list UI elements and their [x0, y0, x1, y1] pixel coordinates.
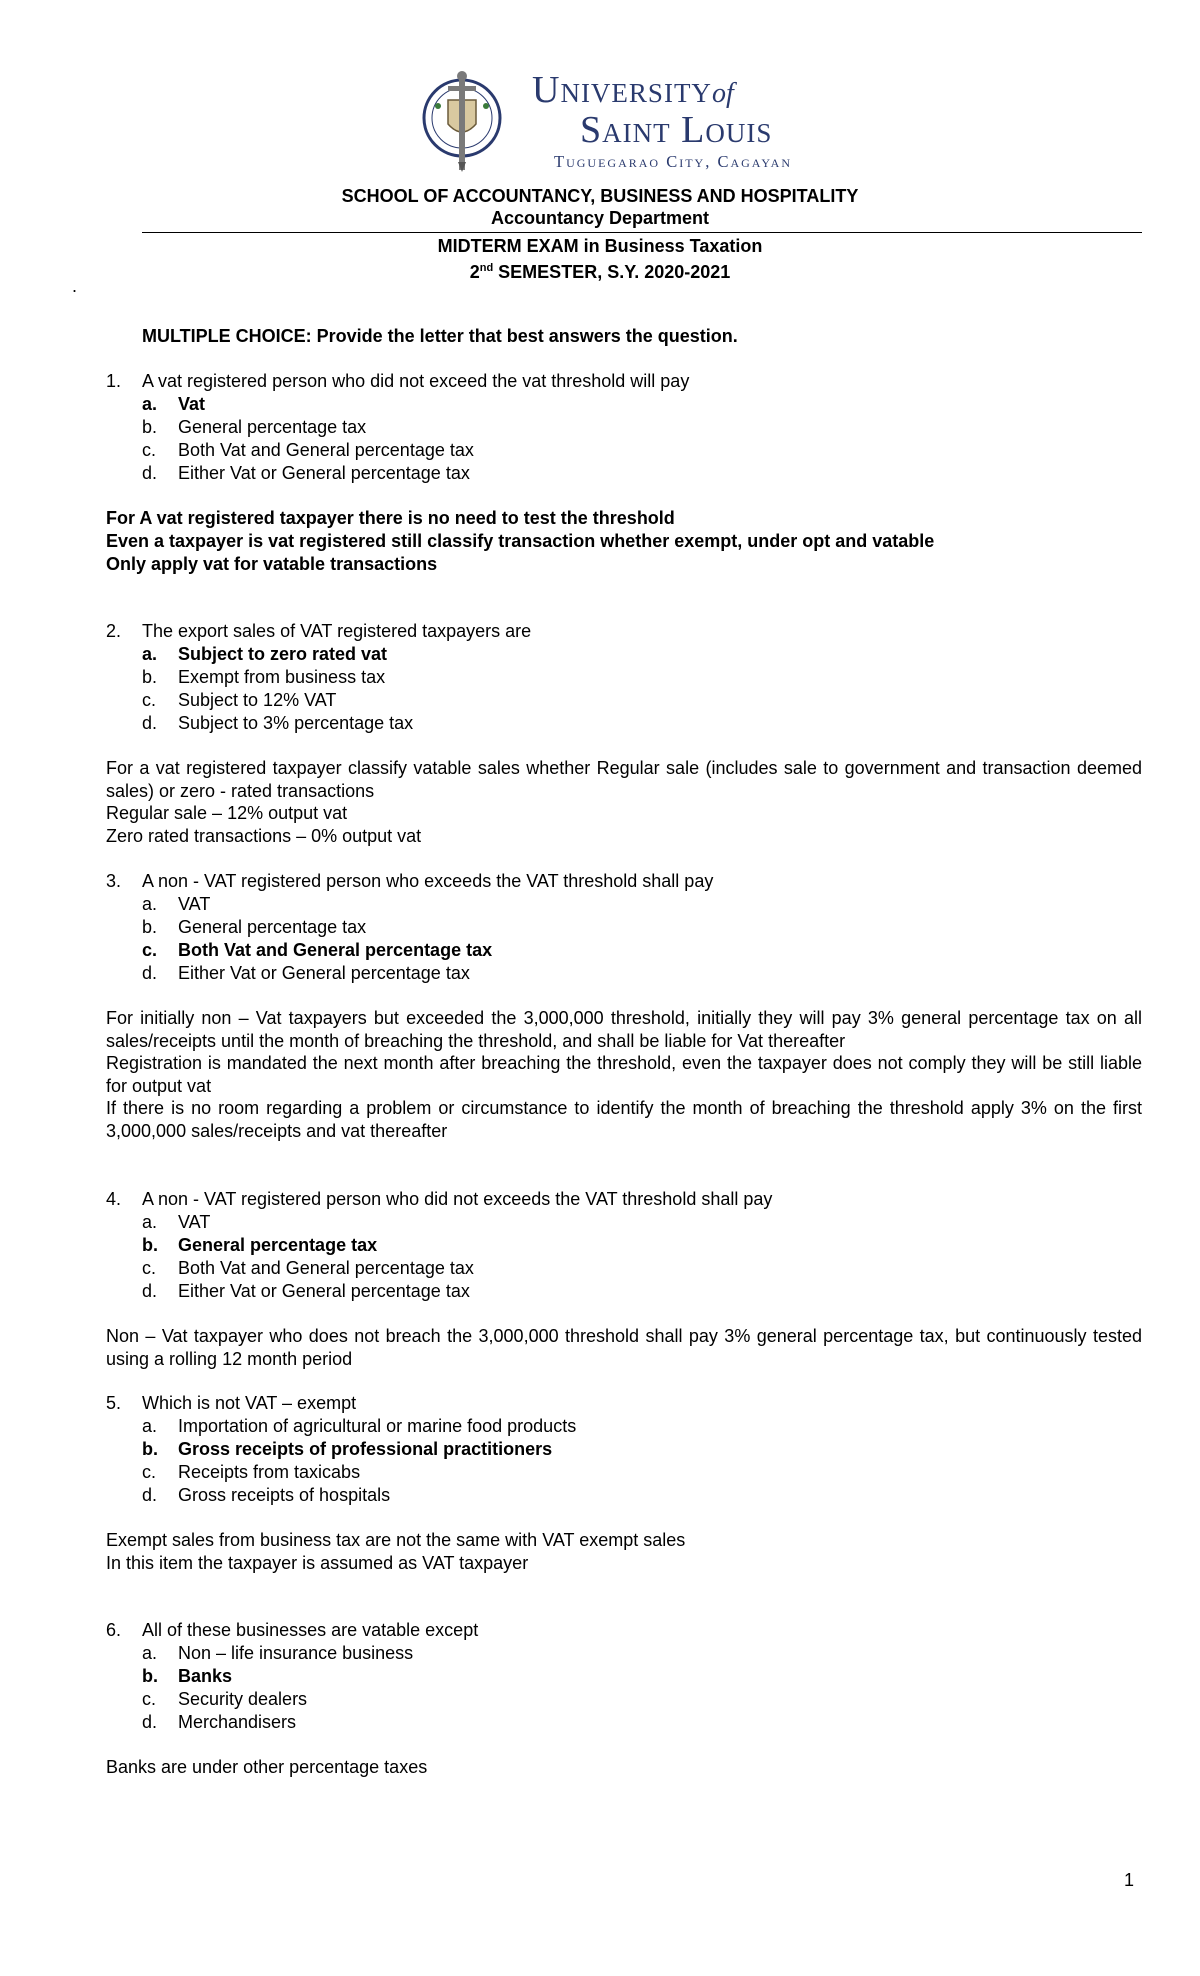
question-4-number: 4. — [106, 1189, 122, 1209]
q1-explanation-3: Only apply vat for vatable transactions — [106, 554, 438, 574]
q4-choice-d-text: Either Vat or General percentage tax — [178, 1281, 470, 1301]
q4-choice-b-letter: b. — [142, 1235, 158, 1255]
q4-choice-c-letter: c. — [142, 1258, 157, 1278]
q2-choice-b-text: Exempt from business tax — [178, 667, 386, 687]
department-name: Accountancy Department — [490, 208, 710, 228]
q3-choice-a-text: VAT — [178, 894, 211, 914]
q3-choice-c-letter: c. — [142, 940, 158, 960]
q3-choice-b-letter: b. — [142, 917, 158, 937]
university-seal-icon — [420, 66, 530, 176]
q1-choice-b-text: General percentage tax — [178, 417, 367, 437]
q1-choice-c-letter: c. — [142, 440, 157, 460]
q6-choice-c-text: Security dealers — [178, 1689, 308, 1709]
q3-choice-d-text: Either Vat or General percentage tax — [178, 963, 470, 983]
logo-line-city: Tuguegarao City, Cagayan — [554, 152, 793, 171]
q1-choice-b-letter: b. — [142, 417, 158, 437]
q5-choice-b-text: Gross receipts of professional practitioners — [178, 1439, 553, 1459]
q2-explanation-1: For a vat registered taxpayer classify vatable sales whether Regular sale (includes sale to government and transaction deemed sales) or zero - rated transactions — [106, 758, 1142, 801]
semester-line: 2nd SEMESTER, S.Y. 2020-2021 — [469, 262, 731, 282]
q3-choice-b-text: General percentage tax — [178, 917, 367, 937]
q4-choice-a-letter: a. — [142, 1212, 158, 1232]
q5-choice-a-letter: a. — [142, 1416, 158, 1436]
q5-choice-d-text: Gross receipts of hospitals — [178, 1485, 391, 1505]
school-name: SCHOOL OF ACCOUNTANCY, BUSINESS AND HOSPITALITY — [341, 186, 859, 206]
q1-explanation-1: For A vat registered taxpayer there is no need to test the threshold — [106, 508, 675, 528]
q6-choice-b-letter: b. — [142, 1666, 158, 1686]
q2-explanation-2: Regular sale – 12% output vat — [106, 803, 348, 823]
q1-choice-a-text: Vat — [178, 394, 206, 414]
q6-choice-c-letter: c. — [142, 1689, 157, 1709]
question-5-number: 5. — [106, 1393, 122, 1413]
instructions: MULTIPLE CHOICE: Provide the letter that best answers the question. — [142, 326, 738, 346]
q2-choice-c-text: Subject to 12% VAT — [178, 690, 337, 710]
q4-choice-a-text: VAT — [178, 1212, 211, 1232]
stray-dot: . — [72, 276, 78, 296]
q6-choice-d-text: Merchandisers — [178, 1712, 297, 1732]
q4-explanation-1: Non – Vat taxpayer who does not breach the 3,000,000 threshold shall pay 3% general percentage tax, but continuously tested using a rolling 12 month period — [106, 1326, 1142, 1369]
q2-choice-c-letter: c. — [142, 690, 157, 710]
q6-choice-a-letter: a. — [142, 1643, 158, 1663]
logo-line-university: Universityof — [532, 69, 734, 111]
question-3-text: A non - VAT registered person who exceeds the VAT threshold shall pay — [142, 871, 714, 891]
q4-choice-d-letter: d. — [142, 1281, 158, 1301]
q2-choice-a-text: Subject to zero rated vat — [178, 644, 388, 664]
q3-choice-c-text: Both Vat and General percentage tax — [178, 940, 493, 960]
question-5-text: Which is not VAT – exempt — [142, 1393, 357, 1413]
university-logo — [420, 66, 793, 176]
question-2-number: 2. — [106, 621, 122, 641]
q5-choice-c-letter: c. — [142, 1462, 157, 1482]
q1-choice-d-letter: d. — [142, 463, 158, 483]
header-divider — [142, 232, 1142, 233]
q1-explanation-2: Even a taxpayer is vat registered still classify transaction whether exempt, under opt and vatable — [106, 531, 935, 551]
q2-explanation-3: Zero rated transactions – 0% output vat — [106, 826, 422, 846]
q6-explanation-1: Banks are under other percentage taxes — [106, 1757, 428, 1777]
q2-choice-d-text: Subject to 3% percentage tax — [178, 713, 414, 733]
question-1-text: A vat registered person who did not exceed the vat threshold will pay — [142, 371, 690, 391]
q1-choice-c-text: Both Vat and General percentage tax — [178, 440, 474, 460]
question-6-text: All of these businesses are vatable except — [142, 1620, 479, 1640]
exam-title: MIDTERM EXAM in Business Taxation — [437, 236, 763, 256]
q1-choice-d-text: Either Vat or General percentage tax — [178, 463, 470, 483]
q3-explanation-2: Registration is mandated the next month after breaching the threshold, even the taxpayer does not comply they will be still liable for output vat — [106, 1053, 1142, 1096]
page-number: 1 — [1124, 1870, 1135, 1890]
q5-choice-d-letter: d. — [142, 1485, 158, 1505]
q2-choice-d-letter: d. — [142, 713, 158, 733]
logo-line-saint-louis: Saint Louis — [580, 109, 773, 151]
q6-choice-a-text: Non – life insurance business — [178, 1643, 414, 1663]
question-4-text: A non - VAT registered person who did not exceeds the VAT threshold shall pay — [142, 1189, 773, 1209]
q5-choice-a-text: Importation of agricultural or marine food products — [178, 1416, 577, 1436]
q5-explanation-1: Exempt sales from business tax are not the same with VAT exempt sales — [106, 1530, 686, 1550]
question-6-number: 6. — [106, 1620, 122, 1640]
question-3-number: 3. — [106, 871, 122, 891]
q6-choice-b-text: Banks — [178, 1666, 233, 1686]
q5-choice-b-letter: b. — [142, 1439, 158, 1459]
q4-choice-b-text: General percentage tax — [178, 1235, 378, 1255]
question-2-text: The export sales of VAT registered taxpayers are — [142, 621, 532, 641]
q3-explanation-3: If there is no room regarding a problem or circumstance to identify the month of breaching the threshold apply 3% on the first 3,000,000 sales/receipts and vat thereafter — [106, 1098, 1142, 1141]
q3-explanation-1: For initially non – Vat taxpayers but exceeded the 3,000,000 threshold, initially they will pay 3% general percentage tax on all sales/receipts until the month of breaching the threshold, and shall be liable for Vat thereafter — [106, 1008, 1142, 1051]
q3-choice-d-letter: d. — [142, 963, 158, 983]
q4-choice-c-text: Both Vat and General percentage tax — [178, 1258, 474, 1278]
q5-choice-c-text: Receipts from taxicabs — [178, 1462, 361, 1482]
q2-choice-a-letter: a. — [142, 644, 158, 664]
q3-choice-a-letter: a. — [142, 894, 158, 914]
q2-choice-b-letter: b. — [142, 667, 158, 687]
q6-choice-d-letter: d. — [142, 1712, 158, 1732]
q5-explanation-2: In this item the taxpayer is assumed as VAT taxpayer — [106, 1553, 529, 1573]
question-1-number: 1. — [106, 371, 122, 391]
q1-choice-a-letter: a. — [142, 394, 158, 414]
